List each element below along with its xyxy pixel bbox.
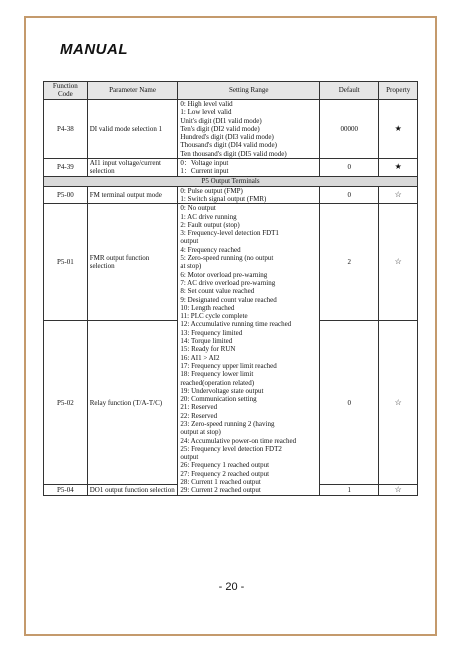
range-line: 0: High level valid	[180, 100, 233, 108]
function-code: P5-00	[44, 186, 88, 204]
range-line: 23: Zero-speed running 2 (having	[180, 419, 275, 428]
column-header-default: Default	[320, 82, 379, 100]
parameter-name: DO1 output function selection	[87, 485, 178, 495]
range-line: 7: AC drive overload pre-warning	[180, 278, 276, 287]
setting-range	[178, 186, 320, 204]
table-row	[44, 186, 418, 204]
range-line: 3: Frequency-level detection FDT1	[180, 229, 279, 238]
range-line: 12: Accumulative running time reached	[180, 320, 292, 329]
range-line: 22: Reserved	[180, 411, 218, 420]
default-value: 0	[320, 321, 379, 485]
setting-range	[178, 100, 320, 159]
range-line: 6: Motor overload pre-warning	[180, 270, 268, 279]
range-line: output	[180, 237, 199, 246]
range-line: 8: Set count value reached	[180, 287, 255, 296]
range-line: Hundred's digit (DI3 valid mode)	[180, 133, 274, 142]
function-code: P5-04	[44, 485, 88, 495]
page-title: MANUAL	[60, 41, 128, 58]
range-line: 28: Current 1 reached output	[180, 478, 261, 487]
default-value: 00000	[320, 100, 379, 159]
range-line: 1：Current input	[180, 167, 229, 176]
table-row	[44, 159, 418, 177]
range-line: 25: Frequency level detection FDT2	[180, 444, 282, 453]
column-header-name: Parameter Name	[87, 82, 178, 100]
range-line: 14: Torque limited	[180, 337, 233, 346]
setting-range	[178, 159, 320, 177]
parameter-name: AI1 input voltage/current selection	[87, 159, 178, 177]
parameter-name: FM terminal output mode	[87, 186, 178, 204]
range-line: 18: Frequency lower limit	[180, 370, 254, 379]
range-line: 27: Frequency 2 reached output	[180, 469, 270, 478]
section-header-row	[44, 176, 418, 186]
table-row	[44, 100, 418, 159]
property-star-outline-icon: ☆	[379, 485, 418, 495]
range-line: Unit's digit (DI1 valid mode)	[180, 116, 262, 125]
range-line: output at stop)	[180, 428, 221, 437]
range-line: 29: Current 2 reached output	[180, 486, 261, 495]
property-star-outline-icon: ☆	[379, 186, 418, 204]
range-line: 5: Zero-speed running (no output	[180, 254, 274, 263]
parameter-name: DI valid mode selection 1	[87, 100, 178, 159]
range-line: 15: Ready for RUN	[180, 345, 236, 354]
range-line: reached(operation related)	[180, 378, 255, 387]
range-line: 0: No output	[180, 204, 216, 213]
page-number: - 20 -	[218, 581, 245, 593]
function-code: P5-02	[44, 321, 88, 485]
range-line: 11: PLC cycle complete	[180, 312, 248, 321]
range-line: Ten thousand's digit (DI5 valid mode)	[180, 149, 287, 158]
default-value: 0	[320, 186, 379, 204]
range-line: 24: Accumulative power-on time reached	[180, 436, 297, 445]
property-star-outline-icon: ☆	[379, 204, 418, 321]
range-line: 17: Frequency upper limit reached	[180, 361, 277, 370]
range-line: 13: Frequency limited	[180, 328, 243, 337]
function-code: P4-39	[44, 159, 88, 177]
default-value: 1	[320, 485, 379, 495]
range-line: 20: Communication setting	[180, 395, 257, 404]
property-star-outline-icon: ☆	[379, 321, 418, 485]
range-line: Thousand's digit (DI4 valid mode)	[180, 141, 277, 150]
range-line: at stop)	[180, 262, 202, 271]
range-line: 1: Switch signal output (FMR)	[180, 194, 267, 203]
default-value: 0	[320, 159, 379, 177]
function-code: P5-01	[44, 204, 88, 321]
range-line: 10: Length reached	[180, 303, 235, 312]
property-star-icon: ★	[379, 159, 418, 177]
column-header-property: Property	[379, 82, 418, 100]
range-line: 19: Undervoltage state output	[180, 386, 264, 395]
property-star-icon: ★	[379, 100, 418, 159]
default-value: 2	[320, 204, 379, 321]
range-line: output	[180, 453, 199, 462]
column-header-code: Function Code	[44, 82, 88, 100]
range-line: 1: Low level valid	[180, 108, 232, 117]
section-title: P5 Output Terminals	[44, 176, 418, 186]
range-line: Ten's digit (DI2 valid mode)	[180, 124, 260, 133]
range-line: 9: Designated count value reached	[180, 295, 277, 304]
shared-setting-range	[178, 204, 320, 495]
range-line: 16: AI1 > AI2	[180, 353, 220, 362]
range-line: 0：Voltage input	[180, 159, 229, 168]
parameter-name: FMR output function selection	[87, 204, 178, 321]
parameter-name: Relay function (T/A-T/C)	[87, 321, 178, 485]
function-code: P4-38	[44, 100, 88, 159]
range-line: 26: Frequency 1 reached output	[180, 461, 270, 470]
range-line: 2: Fault output (stop)	[180, 220, 240, 229]
table-row	[44, 204, 418, 321]
table-header-row	[44, 82, 418, 100]
range-line: 1: AC drive running	[180, 212, 237, 221]
range-line: 0: Pulse output (FMP)	[180, 186, 243, 195]
parameter-table	[43, 81, 418, 496]
range-line: 4: Frequency reached	[180, 245, 241, 254]
column-header-range: Setting Range	[178, 82, 320, 100]
range-line: 21: Reserved	[180, 403, 218, 412]
